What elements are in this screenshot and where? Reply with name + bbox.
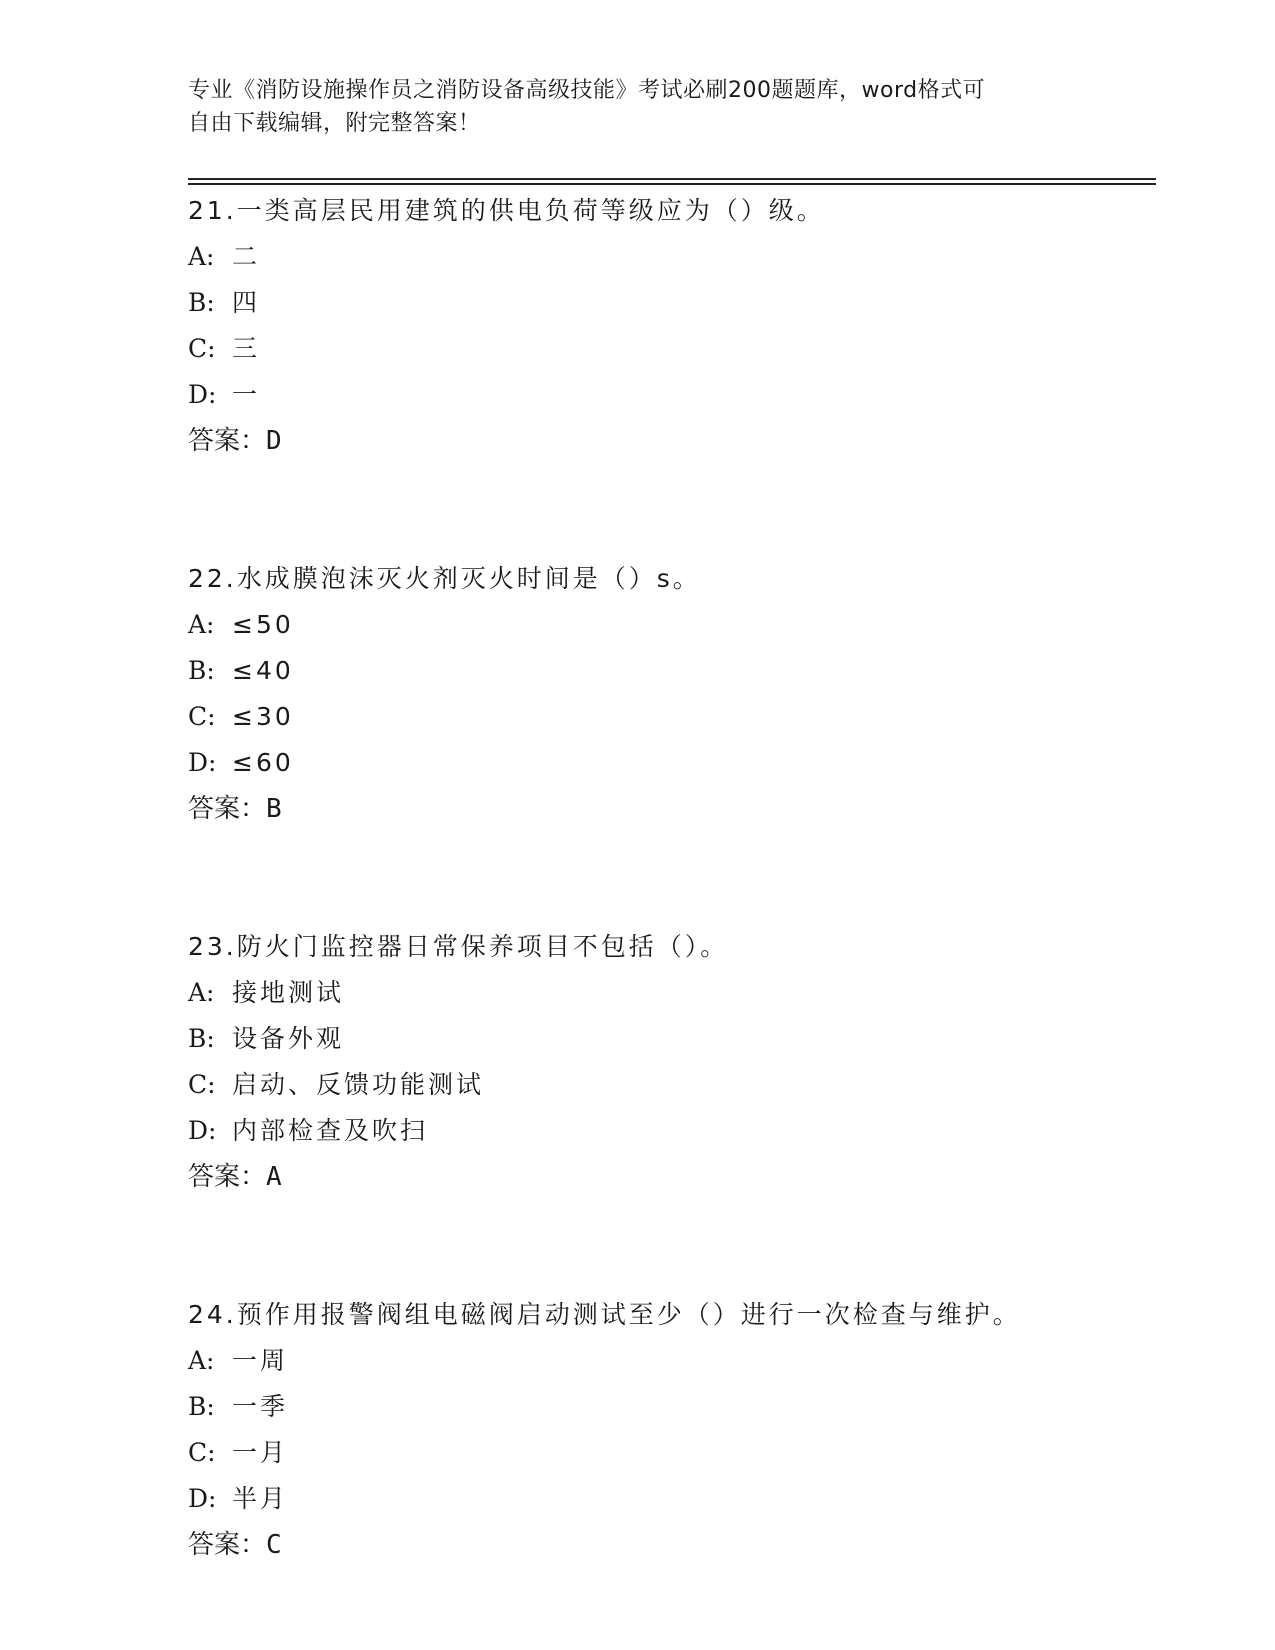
option-text: ≤60: [232, 748, 294, 777]
option-text: 内部检查及吹扫: [232, 1116, 429, 1145]
answer-label: 答案：: [188, 1530, 267, 1560]
option-key: A:: [188, 242, 215, 271]
option-key: B:: [188, 656, 215, 685]
question-stem: 23.防火门监控器日常保养项目不包括（）。: [188, 932, 729, 961]
option-text: 二: [232, 242, 261, 271]
question-item: [188, 924, 1148, 1200]
header-line-1: 专业《消防设施操作员之消防设备高级技能》考试必刷200题题库，word格式可: [188, 78, 986, 103]
question-item: [188, 1292, 1148, 1568]
option-key: C:: [188, 1070, 216, 1099]
option-key: D:: [188, 1484, 217, 1513]
option-key: A:: [188, 978, 215, 1007]
option-d: [188, 1476, 1148, 1522]
option-b: [188, 1016, 1148, 1062]
answer-label: 答案：: [188, 794, 267, 824]
option-text: 四: [232, 288, 261, 317]
answer-line: [188, 1522, 1148, 1568]
option-d: [188, 1108, 1148, 1154]
option-key: C:: [188, 1438, 216, 1467]
option-b: [188, 648, 1148, 694]
option-key: D:: [188, 380, 217, 409]
option-c: [188, 1430, 1148, 1476]
answer-value: D: [266, 426, 282, 456]
answer-value: C: [266, 1530, 282, 1560]
answer-value: A: [266, 1162, 282, 1192]
question-spacer: [188, 832, 1148, 924]
question-stem: 21.一类高层民用建筑的供电负荷等级应为（）级。: [188, 196, 825, 225]
option-key: B:: [188, 288, 215, 317]
option-text: 一季: [232, 1392, 289, 1421]
question-spacer: [188, 1200, 1148, 1292]
option-text: 半月: [232, 1484, 289, 1513]
question-item: [188, 556, 1148, 832]
option-b: [188, 280, 1148, 326]
option-key: C:: [188, 702, 216, 731]
option-c: [188, 326, 1148, 372]
option-a: [188, 602, 1148, 648]
option-text: ≤50: [232, 610, 294, 639]
option-text: 启动、反馈功能测试: [232, 1070, 485, 1099]
option-key: A:: [188, 610, 215, 639]
header-line-2: 自由下载编辑，附完整答案！: [188, 111, 481, 136]
option-text: 设备外观: [232, 1024, 345, 1053]
option-text: 一周: [232, 1346, 289, 1375]
option-d: [188, 372, 1148, 418]
answer-line: [188, 786, 1148, 832]
answer-label: 答案：: [188, 1162, 267, 1192]
document-header: [188, 74, 1068, 140]
question-stem: 24.预作用报警阀组电磁阀启动测试至少（）进行一次检查与维护。: [188, 1300, 1021, 1329]
option-key: D:: [188, 1116, 217, 1145]
option-text: ≤30: [232, 702, 294, 731]
option-c: [188, 694, 1148, 740]
option-key: D:: [188, 748, 217, 777]
option-a: [188, 234, 1148, 280]
option-text: 三: [232, 334, 261, 363]
question-stem: 22.水成膜泡沫灭火剂灭火时间是（）s。: [188, 564, 701, 593]
answer-label: 答案：: [188, 426, 267, 456]
option-b: [188, 1384, 1148, 1430]
option-text: 一月: [232, 1438, 289, 1467]
option-text: ≤40: [232, 656, 294, 685]
question-spacer: [188, 464, 1148, 556]
option-text: 接地测试: [232, 978, 345, 1007]
answer-line: [188, 418, 1148, 464]
option-key: B:: [188, 1392, 215, 1421]
header-divider-bottom: [188, 183, 1156, 185]
option-key: B:: [188, 1024, 215, 1053]
answer-line: [188, 1154, 1148, 1200]
option-key: A:: [188, 1346, 215, 1375]
option-a: [188, 1338, 1148, 1384]
option-key: C:: [188, 334, 216, 363]
question-list: [188, 188, 1148, 1568]
option-text: 一: [232, 380, 261, 409]
option-a: [188, 970, 1148, 1016]
header-divider-top: [188, 178, 1156, 180]
option-c: [188, 1062, 1148, 1108]
option-d: [188, 740, 1148, 786]
question-item: [188, 188, 1148, 464]
answer-value: B: [266, 794, 282, 824]
